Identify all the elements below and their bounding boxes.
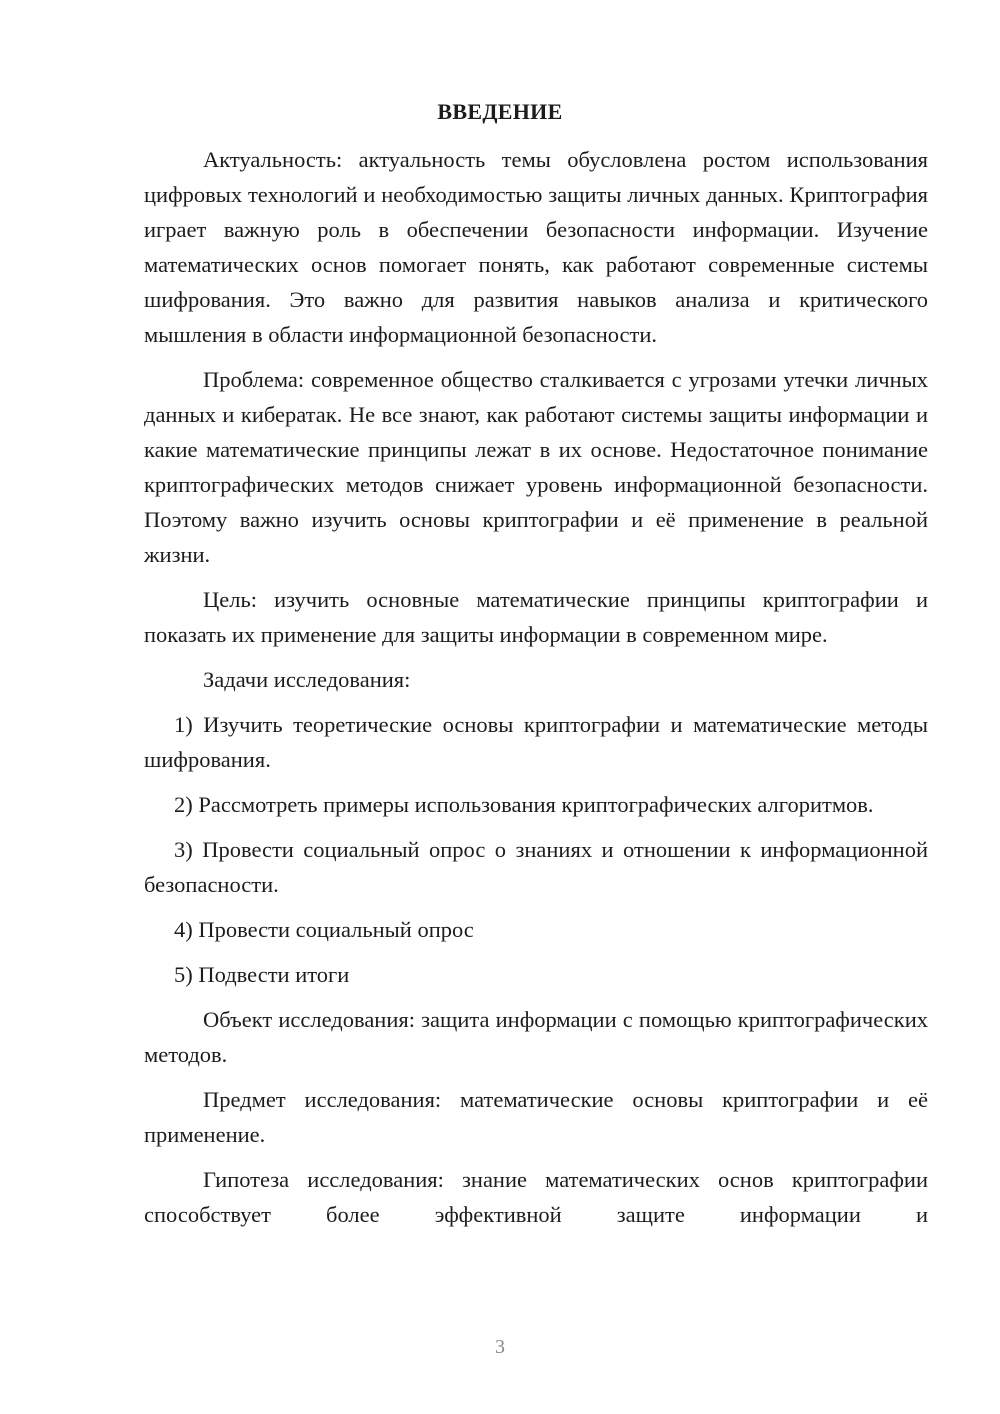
list-item-task-3: 3) Провести социальный опрос о знаниях и отношении к информационной безопасности. xyxy=(144,837,928,897)
paragraph-relevance: Актуальность: актуальность темы обусловлена ростом использования цифровых технологий и необходимостью защиты личных данных. Криптография играет важную роль в обеспечении безопасности информации. Изучение математических основ помогает понять, как работают современные системы шифрования. Это важно для развития навыков анализа и критического мышления в области информационной безопасности. xyxy=(144,147,928,347)
paragraph-object: Объект исследования: защита информации с помощью криптографических методов. xyxy=(144,1007,928,1067)
page-title: ВВЕДЕНИЕ xyxy=(437,99,563,124)
list-item-task-2: 2) Рассмотреть примеры использования криптографических алгоритмов. xyxy=(174,792,874,817)
list-item-task-5: 5) Подвести итоги xyxy=(174,962,350,987)
paragraph-tasks-heading: Задачи исследования: xyxy=(203,667,411,692)
paragraph-hypothesis: Гипотеза исследования: знание математических основ криптографии способствует более эффективной защите информации и xyxy=(144,1167,928,1227)
list-item-task-1: 1) Изучить теоретические основы криптографии и математические методы шифрования. xyxy=(144,712,928,772)
paragraph-problem: Проблема: современное общество сталкивается с угрозами утечки личных данных и кибератак. Не все знают, как работают системы защиты информации и какие математические принципы лежат в их основе. Недостаточное понимание криптографических методов снижает уровень информационной безопасности. Поэтому важно изучить основы криптографии и её применение в реальной жизни. xyxy=(144,367,928,567)
paragraph-subject: Предмет исследования: математические основы криптографии и её применение. xyxy=(144,1087,928,1147)
list-item-task-4: 4) Провести социальный опрос xyxy=(174,917,474,942)
document-body xyxy=(144,142,928,1232)
paragraph-goal: Цель: изучить основные математические принципы криптографии и показать их применение для защиты информации в современном мире. xyxy=(144,587,928,647)
page-number: 3 xyxy=(495,1336,505,1358)
